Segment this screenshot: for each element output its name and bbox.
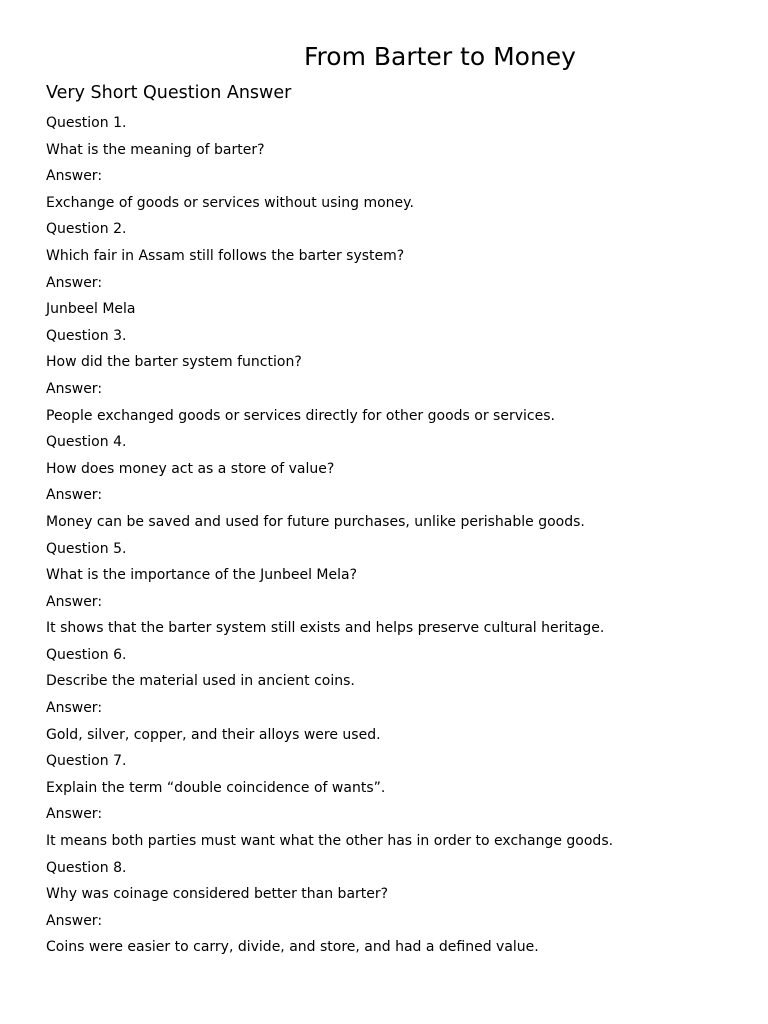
- question-text: Why was coinage considered better than barter?: [46, 886, 389, 903]
- question-label: Question 8.: [46, 859, 127, 876]
- qa-list: [46, 110, 746, 961]
- question-text: Describe the material used in ancient coins.: [46, 673, 355, 690]
- question-label: Question 2.: [46, 221, 127, 238]
- answer-label: Answer:: [46, 380, 103, 397]
- question-text: Explain the term “double coincidence of wants”.: [46, 779, 386, 796]
- question-label: Question 6.: [46, 646, 127, 663]
- qa-item-1: [46, 110, 746, 216]
- page-title: From Barter to Money: [304, 42, 576, 71]
- qa-item-8: [46, 855, 746, 961]
- question-label: Question 7.: [46, 753, 127, 770]
- answer-label: Answer:: [46, 168, 103, 185]
- answer-label: Answer:: [46, 700, 103, 717]
- answer-label: Answer:: [46, 274, 103, 291]
- qa-item-2: [46, 216, 746, 322]
- question-label: Question 4.: [46, 434, 127, 451]
- answer-label: Answer:: [46, 487, 103, 504]
- question-label: Question 1.: [46, 115, 127, 131]
- qa-item-7: [46, 748, 746, 854]
- answer-label: Answer:: [46, 912, 103, 929]
- answer-text: Coins were easier to carry, divide, and store, and had a defined value.: [46, 939, 539, 956]
- qa-item-4: [46, 429, 746, 535]
- question-text: Which fair in Assam still follows the barter system?: [46, 247, 405, 264]
- answer-text: People exchanged goods or services directly for other goods or services.: [46, 407, 555, 424]
- question-text: What is the meaning of barter?: [46, 141, 265, 158]
- answer-text: It shows that the barter system still exists and helps preserve cultural heritage.: [46, 620, 605, 637]
- answer-text: Junbeel Mela: [46, 301, 136, 318]
- answer-label: Answer:: [46, 806, 103, 823]
- section-heading: Very Short Question Answer: [46, 83, 292, 103]
- question-label: Question 3.: [46, 327, 127, 344]
- question-label: Question 5.: [46, 540, 127, 557]
- answer-text: Exchange of goods or services without using money.: [46, 194, 414, 211]
- question-text: How did the barter system function?: [46, 354, 302, 371]
- answer-text: It means both parties must want what the other has in order to exchange goods.: [46, 833, 614, 850]
- question-text: What is the importance of the Junbeel Mela?: [46, 567, 358, 584]
- qa-item-5: [46, 536, 746, 642]
- answer-text: Money can be saved and used for future purchases, unlike perishable goods.: [46, 513, 585, 530]
- qa-item-3: [46, 323, 746, 429]
- question-text: How does money act as a store of value?: [46, 460, 335, 477]
- qa-item-6: [46, 642, 746, 748]
- answer-text: Gold, silver, copper, and their alloys were used.: [46, 726, 381, 743]
- answer-label: Answer:: [46, 593, 103, 610]
